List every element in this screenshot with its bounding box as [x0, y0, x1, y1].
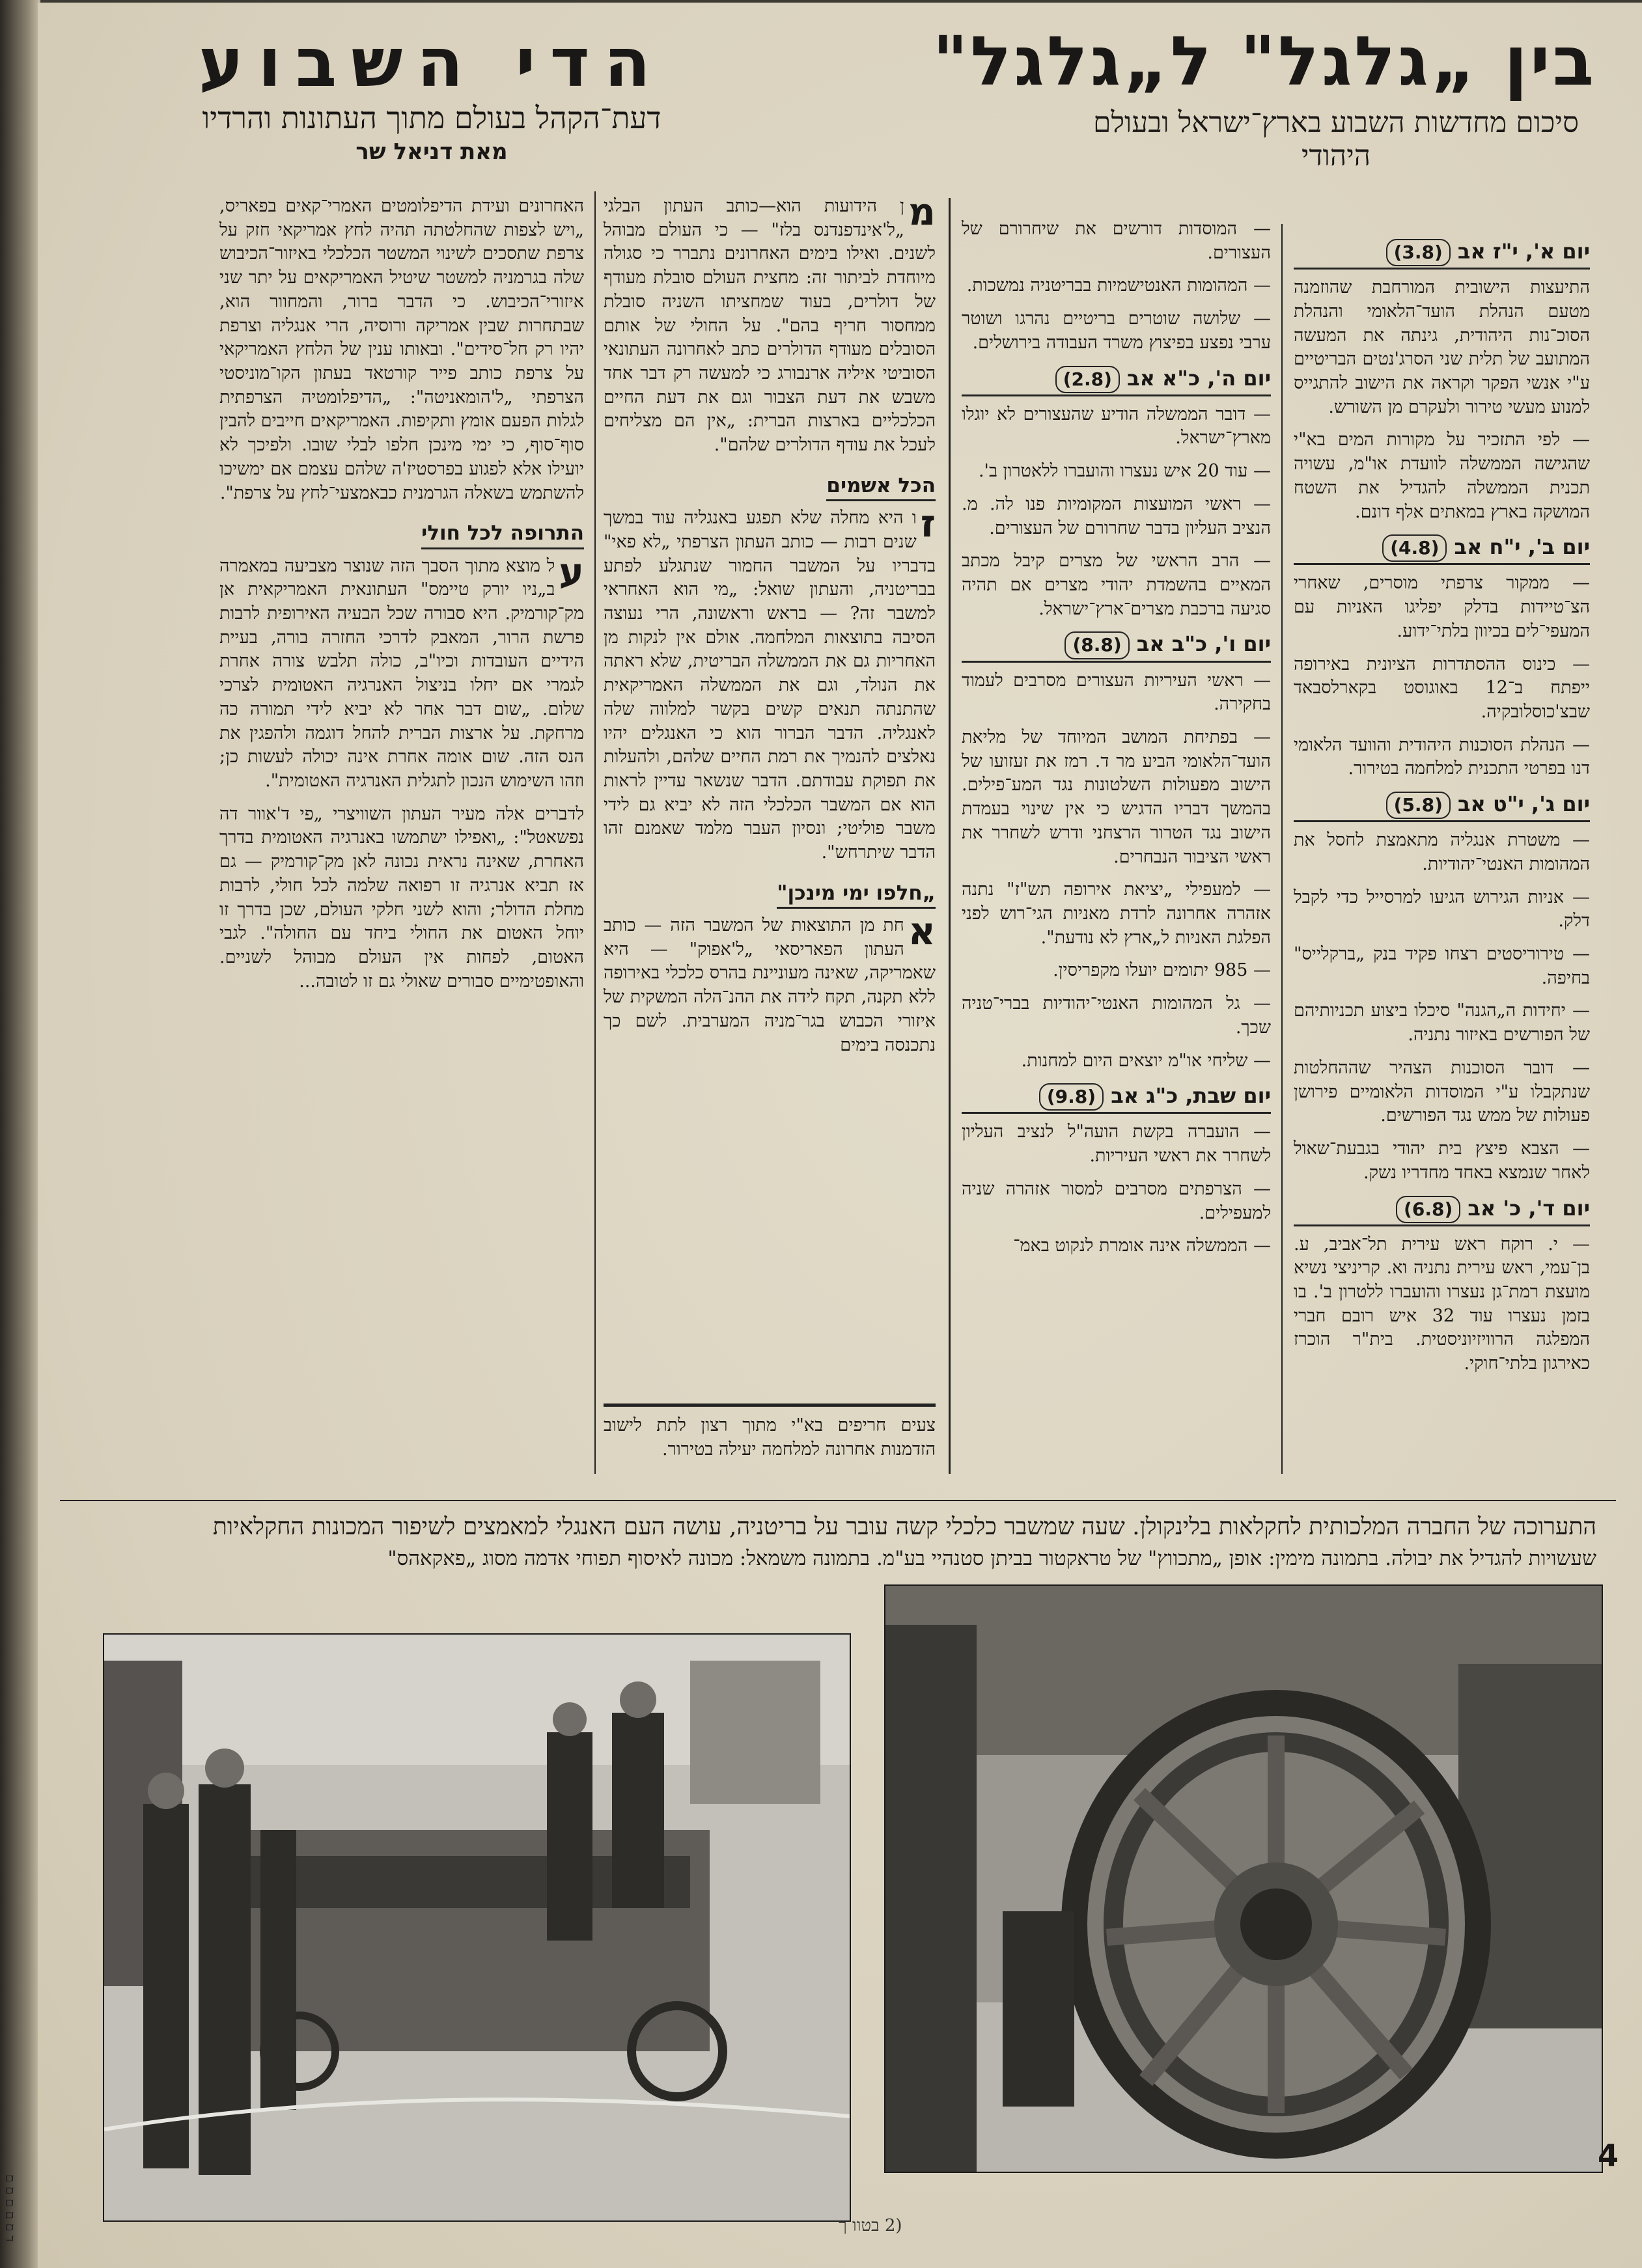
tractor-wheel-illustration [885, 1586, 1602, 2172]
paragraph [962, 959, 1271, 983]
day-date: (4.8) [1382, 534, 1447, 562]
paragraph-text: — דובר הסוכנות הצהיר שההחלטות שנתקבלו ע"י המוסדות הלאומיים פירושן פעולות של ממש נגד הפורשים. [1294, 1057, 1590, 1126]
paragraph-text: — הועברה בקשת הועה"ל לנציב העליון לשחרר את ראשי העיריות. [962, 1122, 1271, 1167]
paragraph [962, 878, 1271, 950]
column-divider [1281, 224, 1283, 1474]
paragraph-text: חת מן התוצאות של המשבר הזה — כותב העתון הפאריסאי „ל'אפוק" — היא שאמריקה, שאינה מעוניינת בהרס כלכלי באירופה ללא תקנה, תקח לידה את ההנ־הלה המשקית של איזורי הכבוש בגר־מניה המערבית. לשם כך נתכנסה בימים [604, 915, 936, 1055]
day-label: יום שבת, כ"ג אב [1104, 1083, 1271, 1109]
paragraph [1294, 1137, 1590, 1185]
day-date: (3.8) [1386, 239, 1451, 266]
caption-line-2: שעשויות להגדיל את יבולה. בתמונה מימין: אופן „מתכווץ" של טראקטור בביתן סטנהיי בע"מ. בתמונה משמאל: מכונה לאיסוף תפוחי אדמה מסוג „פאקאהס" [387, 1547, 1596, 1571]
news-column-2 [962, 217, 1271, 1267]
paragraph [962, 669, 1271, 717]
drop-initial: א [908, 909, 936, 953]
paragraph-text: — הצרפתים מסרבים למסור אזהרה שניה למעפילים. [962, 1178, 1271, 1223]
paragraph-text: — י. רוקח ראש עירית תל־אביב, ע. בן־עמי, ראש עירית נתניה וא. קריניצי נשיא מועצת רמת־גן נעצרו והועברו ללטרון ב'. בו בזמן נעצרו עוד 32 איש רובם חברי המפלגה הרוויזיוניסטית. בית"ר הוכרז כאירגון בלתי־חוקי. [1294, 1234, 1590, 1374]
paragraph-text: — 985 יתומים יועלו מקפריסין. [1053, 960, 1271, 981]
paragraph [962, 1178, 1271, 1225]
paragraph-text: ל מוצא מתוך הסבך הזה שנוצר מצביעה במאמרה ב„ניו יורק טיימס" העתונאית האמריקאית אן מק־קורמיק. היא סבורה שכל הבעיה האירופית לרבות פרשת הרור, המאבק לדרכי החזרה בורה, בעיית הידיים העובדות וכיו"ב, כולה תלבש צורה אחרת לגמרי אם יחלו בניצול האנרגיה האטומית לצרכי שלום. „שום דבר אחר לא יביא לידי תמורה כה מרחקת. על ארצות הברית להחל דוגמה ולהפגין את הנס הזה. שום אומה אחרת אינה יכולה לעשות כן; וזהו השימוש הנכון לתגלית האנרגיה האטומית". [219, 555, 584, 791]
paragraph-text: — למעפילי „יציאת אירופה תש"ז" נתנה אזהרה אחרונה לרדת מאניות הגי־רוש לפני הפלגת האניות ל„ארץ לא נודעת". [962, 879, 1271, 948]
paragraph [962, 549, 1271, 621]
paragraph-text: — הרב הראשי של מצרים קיבל מכתב המאיים בהשמדת יהודי מצרים אם תהיה סגיעה ברכבת מצרים־ארץ־ישראל. [962, 551, 1271, 619]
paragraph [1294, 276, 1590, 419]
paragraph [604, 189, 936, 458]
caption-rule [60, 1500, 1616, 1501]
paragraph-text: — יחידות ה„הגנה" סיכלו ביצוע תכניותיהם של הפורשים באיזור נתניה. [1294, 1001, 1590, 1045]
day-date: (9.8) [1039, 1083, 1104, 1111]
caption-line-1: התערוכה של החברה המלכותית לחקלאות בלינקולן. שעה שמשבר כלכלי קשה עובר על בריטניה, עושה העם האנגלי למאמצים לשיפור המכונות החקלאיות [212, 1514, 1596, 1540]
paragraph-text: — עוד 20 איש נעצרו והועברו ללאטרון ב'. [978, 461, 1271, 482]
day-heading [1294, 238, 1590, 270]
paragraph [1294, 1057, 1590, 1128]
day-heading [1294, 1195, 1590, 1226]
paragraph-text: ו היא מחלה שלא תפגע באנגליה עוד במשך שנים רבות — כותב העתון הצרפתי „לא פאי" בדבריו על המשבר החמור שנתגלע לפתע בבריטניה, והעתון שואל: „מי הוא האחראי למשבר זה? — בראש וראשונה, הרי נעוצה הסיבה בתוצאות המלחמה. אולם אין לנקות מן האחריות גם את הממשלה הבריטית, שלא ראתה את הנולד, וגם את הממשלה האמריקאית שהתנתה תנאים קשים בקשר למלווה שלה לאנגליה. הדבר הברור הוא כי האנגלים יהיו נאלצים להנמיך את רמת החיים שלהם, ולהעלות את תפוקת עבודתם. הדבר שנשאר עדיין לראות הוא אם המשבר הכלכלי הזה לא יביא גם לידי משבר פוליטי; ונסיון העבר מלמד שאמנם זהו הדבר שיתרחש". [604, 508, 936, 863]
paragraph-text: — שליחי או"מ יוצאים היום למחנות. [1021, 1050, 1271, 1071]
day-date: (5.8) [1386, 792, 1451, 819]
paragraph-text: התיעצות הישובית המורחבת שהוזמנה מטעם הנהלת הועד־הלאומי והנהלת הסוכ־נות היהודית, גינתה את המעשה המתועב של תלית שני הסרג'נטים הבריטיים ע"י אנשי הפקר וקראה את הישוב להתגייס למנוע מעשי טירור ולעקרם מן השורש. [1294, 277, 1590, 417]
left-article-byline: מאת דניאל שר [355, 138, 508, 165]
paragraph [962, 1120, 1271, 1168]
paragraph-text: — ראשי העיריות העצורים מסרבים לעמוד בחקירה. [962, 670, 1271, 715]
paragraph [1294, 428, 1590, 524]
bottom-edge-text: (2 בטוו ך [839, 2216, 902, 2235]
photo-harvester [103, 1633, 851, 2222]
paragraph [1294, 1233, 1590, 1376]
paragraph [1294, 572, 1590, 643]
paragraph-text: — דובר הממשלה הודיע שהעצורים לא יוגלו מארץ־ישראל. [962, 404, 1271, 449]
paragraph-text: — ראשי המועצות המקומיות פנו לה. מ. הנציב העליון בדבר שחרורם של העצורים. [962, 493, 1271, 538]
photo-caption [86, 1510, 1596, 1573]
day-heading [962, 365, 1271, 396]
section-subheading: הכל אשמים [826, 472, 936, 501]
paragraph-text: — כינוס ההסתדרות הציונית באירופה ייפתח ב־12 באוגוסט בקארלסבאד שבצ'כוסלובקיה. [1294, 654, 1590, 722]
day-heading [962, 630, 1271, 662]
paragraph-text: — גל המהומות האנטי־יהודיות בברי־טניה שכך. [962, 993, 1271, 1038]
paragraph [1294, 999, 1590, 1047]
drop-initial: ע [559, 549, 584, 594]
left-article-subtitle: דעת־הקהל בעולם מתוך העתונות והרדיו [202, 100, 661, 135]
paragraph [1294, 886, 1590, 933]
section-subheading: „חלפו ימי מינכן" [777, 879, 936, 909]
drop-initial: מ [908, 189, 936, 234]
paragraph-text: — הנהלת הסוכנות היהודית והוועד הלאומי דנו בפרטי התכנית למלחמה בטירור. [1294, 734, 1590, 779]
paragraph [1294, 653, 1590, 725]
paragraph-text: לדברים אלה מעיר העתון השוויצרי „פי ד'אוור דה נפשאטל": „ואפילו ישתמשו באנרגיה האטומית בדרך האחרת, שאינה נראית נכונה לאן מק־קורמיק — גם אז תביא אנרגיה זו רפואה שלמה לכל חולי, לרבות מחלת הדולר; והוא לשני חלקי העולם, שכן בדרך זו יוחל האטום את החולי ביחד עם החולה". לגבי האטום, לפחות אין העולם מבוהל לשניים. והאופטימיים סבורים שאולי גם זו לטובה... [219, 803, 584, 991]
paragraph-text: — המוסדות דורשים את שיחרורם של העצורים. [962, 219, 1271, 263]
harvester-exhibition-illustration [104, 1635, 850, 2220]
paragraph [1294, 943, 1590, 990]
paragraph-text: — בפתיחת המושב המיוחד של מליאת הועד־הלאומי הביע מר ד. רמז את זעזועו של הישוב מפעולות השלטונות נגד המע־פילים. בהמשך דבריו הדגיש כי אין שינוי בעמדת הישוב נגד הטרור הרצחני ודרש לשחרר את ראשי הציבור הנבחרים. [962, 726, 1271, 867]
paragraph [962, 274, 1271, 298]
news-continuation [604, 1414, 936, 1471]
day-date: (2.8) [1055, 366, 1120, 393]
paragraph [604, 909, 936, 1057]
day-label: יום א', י"ז אב [1450, 239, 1590, 264]
day-label: יום ה', כ"א אב [1119, 365, 1271, 391]
paragraph [962, 726, 1271, 869]
section-subheading: התרופה לכל חולי [421, 519, 584, 549]
paragraph [962, 217, 1271, 265]
paragraph-text: — שלושה שוטרים בריטיים נהרגו ושוטר ערבי נפצע בפיצוץ משרד העבודה בירושלים. [962, 309, 1271, 353]
right-article-subtitle: סיכום מחדשות השבוע בארץ־ישראל ובעולם היהודי [1092, 106, 1579, 173]
paragraph [219, 549, 584, 794]
day-date: (6.8) [1396, 1196, 1460, 1223]
photo-tractor [884, 1584, 1603, 2173]
day-label: יום ב', י"ח אב [1447, 534, 1590, 560]
day-label: יום ו', כ"ב אב [1129, 631, 1271, 657]
paragraph [962, 460, 1271, 484]
paragraph-text: — לפי התזכיר על מקורות המים בא"י שהגישה הממשלה לוועדת או"מ, עשויה תכנית הממשלה להגדיל את השטח המושקה בארץ במאתים אלף דונם. [1294, 430, 1590, 522]
paragraph-text: — המהומות האנטישמיות בבריטניה נמשכות. [966, 275, 1271, 296]
spine-shadow [0, 0, 40, 2268]
paragraph-text: ן הידועות הוא—כותב העתון הבלגי „ל'אינדפנדנס בלז" — כי העולם מבוהל לשנים. ואילו בימים האחרונים נתברר כי סגולה מיוחדת לביתור זה: מחצית העולם סובלת מעודף של דולרים, בעוד שמחציתו השניה סובלת ממחסור חריף בהם". על החולי של אותם הסובלים מעודף הדולרים כתב לאחרונה העתונאי הסוביטי איליה ארנבורג כי למעשה רק דבר אחד משבש את דעת הצבור וגם את דעת החיים הכלכליים בארצות הברית: „אין הם מצליחים לעכל את עודף הדולרים שלהם". [604, 196, 936, 456]
paragraph [1294, 829, 1590, 876]
column-divider [594, 191, 596, 1474]
column-rule [604, 1404, 936, 1407]
day-label: יום ד', כ' אב [1460, 1195, 1590, 1221]
paragraph-text: — משטרת אנגליה מתאמצת לחסל את המהומות האנטי־יהודיות. [1294, 830, 1590, 874]
paragraph-text: — ממקור צרפתי מוסרים, שאחרי הצ־טיידות בדלק יפליגו האניות עם המעפי־לים בכיוון בלתי־ידוע. [1294, 573, 1590, 641]
page-number: 4 [1597, 2138, 1619, 2173]
paragraph [604, 501, 936, 865]
paragraph-text: — הממשלה אינה אומרת לנקוט באמ־ [1013, 1236, 1271, 1256]
opinion-column-1 [604, 189, 936, 1066]
article-divider [949, 198, 951, 1474]
spine-print: ד ם ם ם ם ם [3, 2174, 18, 2242]
day-heading [962, 1082, 1271, 1114]
day-date: (8.8) [1065, 631, 1129, 659]
day-heading [1294, 790, 1590, 822]
paragraph [219, 195, 584, 505]
paragraph-text: האחרונים ועידת הדיפלומטים האמרי־קאים בפאריס, „ויש לצפות שהחלטתה תהיה לחץ אמריקאי חזק על צרפת שתסכים לשינוי המשטר הכלכלי באיזור־הכיבוש שלה בגרמניה למשטר שיטיל האמריקאים על יתר שני איזורי־הכיבוש. כי הדבר ברור, והמחוור הוא, שבתחרות שבין אמריקה ורוסיה, הרי אנגליה וצרפת יהיו רק חל־סידים". ובאותו ענין של הלחץ האמריקאי על צרפת כותב פייר קורטאד בעתון הקו־מוניסטי הצרפתי „ל'הומאניטה": „הדיפלומטיה הצרפתית לגלות הפעם אומץ ותקיפות. האמריקאים חייבים להבין סוף־סוף, כי ימי מינכן חלפו לבלי שובו. ולפיכך לא יועילו אלא לפגוע בפרסטיז'ה שלהם עצמם אם ימשיכו להשתמש בשאלה הגרמנית כבאמצעי־לחץ על צרפת". [219, 196, 584, 503]
paragraph [962, 992, 1271, 1040]
paragraph [1294, 734, 1590, 781]
day-heading [1294, 533, 1590, 565]
paragraph-text: — טירוריסטים רצחו פקיד בנק „ברקלייס" בחיפה. [1294, 944, 1590, 988]
paragraph [962, 403, 1271, 450]
paragraph [962, 1234, 1271, 1258]
news-column-1 [1294, 234, 1590, 1385]
news-continuation-text: צעים חריפים בא"י מתוך רצון לתת לישוב הזדמנות אחרונה למלחמה יעילה בטירור. [604, 1415, 936, 1459]
magazine-page [38, 3, 1642, 2268]
paragraph-text: — אניות הגירוש הגיעו למרסייל כדי לקבל דלק. [1294, 887, 1590, 932]
paragraph [962, 493, 1271, 540]
paragraph [962, 1049, 1271, 1073]
right-article-title: בין „גלגל" ל„גלגל" [932, 21, 1596, 101]
paragraph [219, 803, 584, 994]
drop-initial: ז [920, 501, 936, 546]
paragraph [962, 307, 1271, 355]
opinion-column-2 [219, 195, 584, 1003]
day-label: יום ג', י"ט אב [1450, 792, 1590, 817]
left-article-title: הדי השבוע [198, 23, 665, 102]
left-article-header [77, 23, 786, 165]
paragraph-text: — הצבא פיצץ בית יהודי בגבעת־שאול לאחר שנמצא באחד מחדריו נשק. [1294, 1139, 1590, 1183]
